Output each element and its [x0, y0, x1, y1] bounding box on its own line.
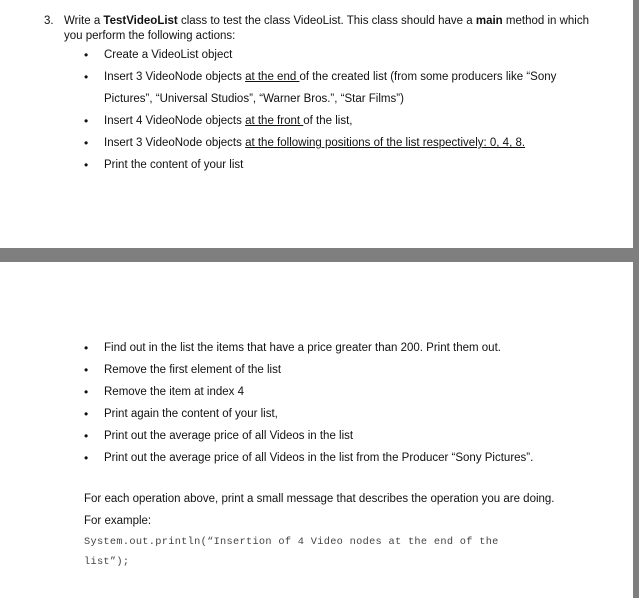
list-item: • Print the content of your list — [84, 154, 584, 176]
page-shadow — [633, 262, 639, 598]
intro-text: method in which you perform the following actions: — [64, 15, 589, 42]
action-list-2 — [84, 337, 584, 469]
main-keyword: main — [475, 15, 503, 27]
action-list-1 — [84, 44, 584, 176]
list-item: • Print out the average price of all Videos in the list from the Producer “Sony Pictures”. — [84, 447, 584, 469]
example-label: For example: — [84, 515, 152, 527]
list-item: • Insert 3 VideoNode objects at the end of the created list (from some producers like “Sony Pictures”, “Universal Studios”, “Warner Bros.”, “Star Films”) — [84, 66, 584, 110]
document-page-2 — [0, 262, 633, 598]
intro-text: Write a — [64, 15, 104, 27]
code-line: System.out.println(“Insertion of 4 Video nodes at the end of the — [84, 536, 499, 548]
document-page-1 — [0, 0, 633, 248]
question-number: 3. — [44, 15, 54, 27]
intro-text: class to test the class VideoList. This class should have a — [177, 15, 476, 27]
note-paragraph: For each operation above, print a small message that describes the operation you are doing. — [84, 493, 555, 505]
list-item: • Find out in the list the items that have a price greater than 200. Print them out. — [84, 337, 584, 359]
list-item: • Remove the item at index 4 — [84, 381, 584, 403]
list-item: • Remove the first element of the list — [84, 359, 584, 381]
list-item: • Insert 3 VideoNode objects at the following positions of the list respectively: 0, 4, 8. — [84, 132, 584, 154]
class-name: TestVideoList — [103, 15, 178, 27]
page-shadow — [633, 0, 639, 248]
question-text — [64, 14, 594, 44]
list-item: • Print again the content of your list, — [84, 403, 584, 425]
list-item: • Insert 4 VideoNode objects at the front of the list, — [84, 110, 584, 132]
code-line: list”); — [84, 556, 130, 568]
list-item: • Print out the average price of all Videos in the list — [84, 425, 584, 447]
list-item: • Create a VideoList object — [84, 44, 584, 66]
code-example — [84, 532, 579, 572]
